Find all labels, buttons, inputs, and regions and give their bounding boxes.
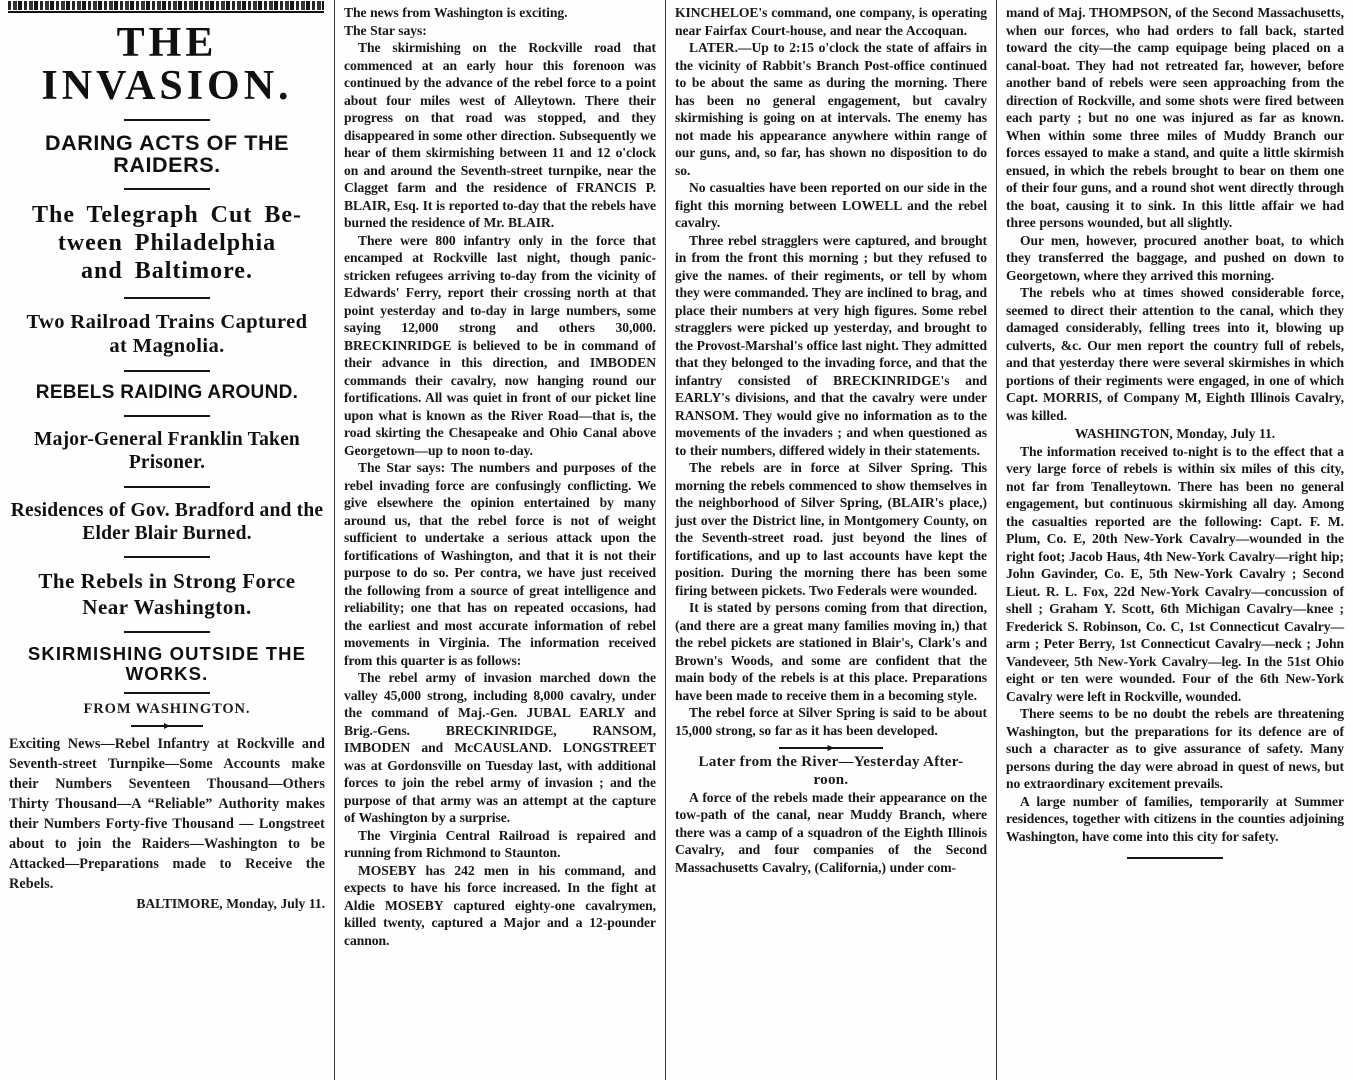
deck-residences-burned xyxy=(9,499,325,546)
main-headline: THE INVASION. xyxy=(41,20,293,109)
rule-divider-6 xyxy=(124,486,210,488)
deck-telegraph-line-2: tween Philadelphia xyxy=(57,230,277,257)
deck-strong-force xyxy=(9,569,325,619)
paragraph: The rebels are in force at Silver Spring. This morning the rebels commenced to show themselves in the neighborhood of Silver Spring, (BLAIR's place,) just over the District line, in Montgomery County, on the Seventh-street road. just beyond the lines of fortifications, and up to last accounts have kept the position. During the morning there has been some firing between pickets. Two Federals were wounded. xyxy=(675,460,987,598)
paragraph: The information received to-night is to the effect that a very large force of rebels is within six miles of this city, not far from Tenalleytown. There has been no general engagement, but continuous skirmishing all day. Among the casualties reported are the following: Capt. F. M. Plum, Co. E, 20th New-York Cavalry—wounded in the right foot; Jacob Haus, 4th New-York Cavalry—right hip; John Gavinder, Co. E, 5th New-York Cavalry ; Second Lieut. R. L. Fox, 22d New-York Cavalry—concussion of shell ; Graham Y. Scott, 6th Michigan Cavalry—knee ; Frederick S. Robinson, Co. C, 1st Connecticut Cavalry—arm ; Peter Berry, 1st Connecticut Cavalry—neck ; John Vandeveer, 5th New-York Cavalry—leg. In the 51st Ohio eight or ten were wounded. Four of the 6th New-York Cavalry were left in Rockville, wounded. xyxy=(1006,443,1344,704)
paragraph: The rebel army of invasion marched down the valley 45,000 strong, including 8,000 cavalry, under the command of Maj.-Gen. JUBAL EARLY and Brig.-Gens. BRECKINRIDGE, RANSOM, IMBODEN and McCAUSLAND. LONGSTREET was at Gordonsville on Tuesday last, with additional forces to join the rebel army of invasion ; and the purpose of that army was an attempt at the capture of Washington by a surprise. xyxy=(344,670,656,825)
rule-divider-3 xyxy=(124,297,210,299)
baltimore-dateline: BALTIMORE, Monday, July 11. xyxy=(136,896,325,912)
deck-trains-captured xyxy=(9,310,325,359)
deck-telegraph-line-1: The Telegraph Cut Be- xyxy=(31,201,303,228)
deck-telegraph-line-3: and Baltimore. xyxy=(81,258,253,285)
paragraph: mand of Maj. THOMPSON, of the Second Massachusetts, when our forces, who had orders to fall back, started toward the city—the camp equipage being placed on a canal-boat. They had not retreated far, however, before another band of rebels were seen approaching from the direction of Rockville, and some shots were fired between each party ; but no one was injured as far as known. When within some three miles of Muddy Branch our forces essayed to make a stand, and quite a little skirmish ensued, in which the rebels brought to bear on them one of their four guns, and a round shot went directly through the boat, causing it to sink. In this little affair we had three persons wounded, but all slightly. xyxy=(1006,5,1344,230)
paragraph: The Virginia Central Railroad is repaired and running from Richmond to Staunton. xyxy=(344,827,656,860)
deck-franklin-line-1: Major-General Franklin Taken xyxy=(34,428,300,450)
paragraph: The news from Washington is exciting. xyxy=(344,5,568,20)
deck-strong-force-line-2: Near Washington. xyxy=(82,594,252,619)
washington-dateline: WASHINGTON, Monday, July 11. xyxy=(1074,426,1276,441)
body-column-three xyxy=(665,0,996,1080)
paragraph: KINCHELOE's command, one company, is operating near Fairfax Court-house, and near the Accoquan. xyxy=(675,5,987,38)
rule-divider-arrow-subhead xyxy=(779,747,883,749)
deck-trains-line-2: at Magnolia. xyxy=(109,335,225,358)
deck-skirmishing-works: SKIRMISHING OUTSIDE THE WORKS. xyxy=(27,642,307,685)
rule-divider-4 xyxy=(124,370,210,372)
rule-divider-arrow xyxy=(131,725,203,727)
paragraph: The Star says: The numbers and purposes of the rebel invading force are confusingly conflicting. We give elsewhere the opinion entertained by many around us, that the rebel force is not of weight sufficient to undertake a serious attack upon the fortifications of Washington, and that it is not their purpose to do so. Per contra, we have just received the following from a source of great intelligence and reliability; one that has on repeated occasions, had the earliest and most accurate information of rebel movements in Virginia. The information received from this quarter is as follows: xyxy=(344,460,656,668)
paragraph: MOSEBY has 242 men in his command, and expects to have his force increased. In the fight at Aldie MOSEBY captured eighty-one cavalrymen, killed twenty, captured a Major and a 12-pounder cannon. xyxy=(344,862,656,948)
subhead-line-2: roon. xyxy=(813,771,849,788)
rule-divider-8 xyxy=(124,631,210,633)
deck-franklin-prisoner xyxy=(9,428,325,475)
paragraph: A large number of families, temporarily at Summer residences, together with citizens in the counties adjoining Washington, have come into this city for safety. xyxy=(1006,793,1344,844)
paragraph: Our men, however, procured another boat, to which they transferred the baggage, and pushed on down to Georgetown, where they arrived this morning. xyxy=(1006,232,1344,283)
paragraph: It is stated by persons coming from that direction, (and there are a great many families moving in,) that the rebel pickets are stationed in Blair's, Clark's and Brown's Woods, and some are confident that the main body of the rebels is at this place. Preparations have been made to receive them in a becoming style. xyxy=(675,600,987,703)
body-column-four xyxy=(996,0,1353,1080)
subhead-later-from-river xyxy=(675,753,987,789)
deck-trains-line-1: Two Railroad Trains Captured xyxy=(26,310,308,333)
deck-daring-acts: DARING ACTS OF THE RAIDERS. xyxy=(44,130,290,178)
paragraph: There seems to be no doubt the rebels are threatening Washington, but the preparations for its defence are of such a character as to give assurance of safety. Many persons during the day were abroad in quest of news, but no extraordinary excitement prevails. xyxy=(1006,706,1344,791)
paragraph: A force of the rebels made their appearance on the tow-path of the canal, near Muddy Branch, where there was a camp of a squadron of the Eighth Illinois Cavalry, and four companies of the Second Massachusetts Cavalry, (California,) under com- xyxy=(675,789,987,875)
ornamental-top-rule xyxy=(8,1,324,10)
summary-blurb: Exciting News—Rebel Infantry at Rockville and Seventh-street Turnpike—Some Accounts make their Numbers Seventeen Thousand—Others Thirty Thousand—A “Reliable” Authority makes their Numbers Forty-five Thousand — Longstreet about to join the Raiders—Washington to be Attacked—Preparations made to Receive the Rebels. xyxy=(9,736,325,893)
rule-divider-end xyxy=(1127,857,1223,859)
ornamental-top-rule-thin xyxy=(8,11,324,13)
paragraph: No casualties have been reported on our side in the fight this morning between LOWELL and the rebel cavalry. xyxy=(675,180,987,230)
paragraph: There were 800 infantry only in the force that encamped at Rockville last night, though panic-stricken refugees arriving to-day from the vicinity of Edwards' Ferry, report their crossing north at that point yesterday and to-day in large numbers, some saying 12,000 strong and others 30,000. BRECKINRIDGE is believed to be in command of their advance in this direction, and IMBODEN commands their cavalry, now hanging round our fortifications. All was quiet in front of our picket line upon what is known as the River Road—that is, the road skirting the Chesapeake and Ohio Canal above Georgetown—up to noon to-day. xyxy=(344,232,656,458)
rule-divider-5 xyxy=(124,415,210,417)
rule-divider-7 xyxy=(124,556,210,558)
section-label-from-washington: FROM WASHINGTON. xyxy=(83,701,251,718)
paragraph: Three rebel stragglers were captured, and brought in from the front this morning ; but they refused to give the names. of their regiments, or tell by whom they were commanded. They are inclined to brag, and place their numbers at very high figures. Some rebel stragglers were picked up yesterday, and brought to the Provost-Marshal's office last night. They admitted that they belonged to the invading force, and that the infantry consisted of BRECKINRIDGE's and EARLY's divisions, and that the cavalry were under RANSOM. They would give no information as to the movements of the invaders ; and when questioned as to their numbers, differed widely in their statements. xyxy=(675,232,987,458)
subhead-line-1: Later from the River—Yesterday After- xyxy=(698,753,964,770)
deck-residences-line-2: Elder Blair Burned. xyxy=(82,522,252,544)
deck-rebels-raiding: REBELS RAIDING AROUND. xyxy=(35,381,299,403)
paragraph: The Star says: xyxy=(344,22,427,38)
paragraph: The rebel force at Silver Spring is said to be about 15,000 strong, so far as it has been developed. xyxy=(675,705,987,738)
paragraph: The skirmishing on the Rockville road that commenced at an early hour this forenoon was continued by the advance of the rebel force to a point about four miles west of Alleytown. There their progress on that road was stopped, and they disappeared in some other direction. Subsequently we hear of them skirmishing between 11 and 12 o'clock on and around the Seventh-street turnpike, near the Clagget farm and the residence of FRANCIS P. BLAIR, Esq. It is reported to-day that the rebels have burned the residence of Mr. BLAIR. xyxy=(344,40,656,230)
rule-divider-9 xyxy=(124,692,210,694)
deck-strong-force-line-1: The Rebels in Strong Force xyxy=(38,569,296,594)
deck-residences-line-1: Residences of Gov. Bradford and the xyxy=(10,499,324,521)
rule-divider-1 xyxy=(124,119,210,121)
rule-divider-2 xyxy=(124,188,210,190)
paragraph: LATER.—Up to 2:15 o'clock the state of affairs in the vicinity of Rabbit's Branch Post-office continued to be about the same as during the morning. There has been no general engagement, but cavalry skirmishing is going on at intervals. The enemy has not made his appearance anywhere within range of our guns, and, so far, has shown no disposition to do so. xyxy=(675,40,987,178)
paragraph: The rebels who at times showed considerable force, seemed to direct their attention to the canal, which they damaged considerably, felling trees into it, blowing up culverts, &c. Our men report the country full of rebels, and that yesterday there were several skirmishes in which portions of their regiments were engaged, in one of which Capt. MORRIS, of Company M, Eighth Illinois Cavalry, was killed. xyxy=(1006,285,1344,423)
deck-telegraph-cut xyxy=(9,201,325,286)
body-column-two xyxy=(334,0,665,1080)
headline-column xyxy=(0,0,334,1080)
deck-franklin-line-2: Prisoner. xyxy=(128,452,206,474)
